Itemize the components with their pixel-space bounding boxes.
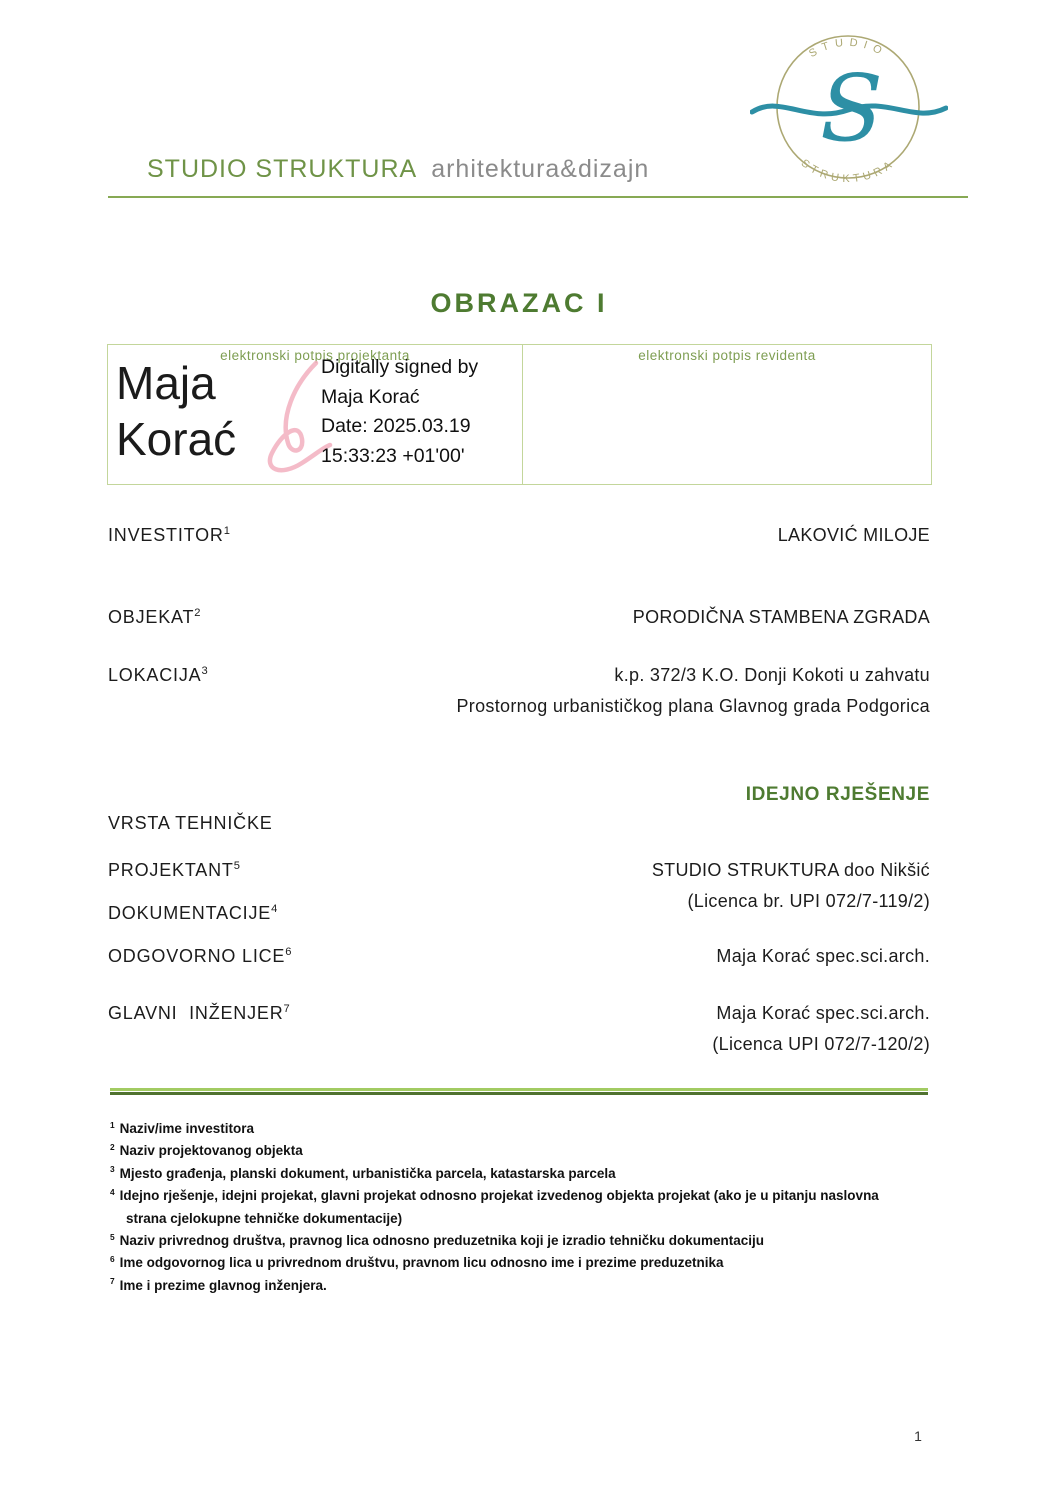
footnote [110,1275,882,1297]
signer-name [116,355,236,467]
label-text: VRSTA TEHNIČKE [108,813,273,833]
footnote-text: Mjesto građenja, planski dokument, urbanistička parcela, katastarska parcela [119,1165,616,1181]
signature-caption-projektant: elektronski potpis projektanta [220,348,410,363]
logo-monogram: S [820,55,884,162]
brand-name: STUDIO STRUKTURA [147,155,418,183]
field-value-odgovorno-lice: Maja Korać spec.sci.arch. [716,946,930,966]
label-text: DOKUMENTACIJE [108,903,272,923]
footnote-number: 2 [110,1141,115,1152]
page-number: 1 [914,1428,922,1444]
footnote-ref: 2 [194,607,202,619]
field-value-vrsta-dokumentacije: IDEJNO RJEŠENJE [745,784,930,805]
field-value-projektant [652,855,930,917]
signature-caption-revident: elektronski potpis revidenta [638,348,816,363]
footnote-number: 1 [110,1119,115,1130]
logo-bottom-text: STRUKTURA [798,157,898,186]
digital-signature-line: 15:33:23 +01'00' [321,444,465,467]
studio-struktura-logo-icon [750,24,948,186]
footnote-number: 3 [110,1164,115,1175]
signature-table [107,344,932,485]
label-text: INVESTITOR [108,525,224,545]
footnote-number: 5 [110,1231,115,1242]
label-text: PROJEKTANT [108,860,234,880]
value-line: (Licenca UPI 072/7-120/2) [712,1034,930,1054]
field-value-lokacija [457,660,931,722]
footnote-number: 6 [110,1253,115,1264]
footnote [110,1140,882,1162]
footnote-ref: 6 [285,946,293,958]
footnote-number: 7 [110,1276,115,1287]
footnote-ref: 4 [271,903,279,915]
header-brand-line [147,155,649,184]
digital-signature-line: Digitally signed by [321,356,479,378]
footnote [110,1185,882,1230]
digital-signature-line: Date: 2025.03.19 [321,415,471,437]
value-line: k.p. 372/3 K.O. Donji Kokoti u zahvatu [614,665,930,685]
field-label-glavni-inzenjer [108,998,291,1028]
footnote-text: Naziv/ime investitora [119,1121,254,1136]
footnote [110,1230,882,1252]
label-text: ODGOVORNO LICE [108,946,286,966]
footnote-ref: 7 [283,1003,291,1015]
field-label-lokacija [108,660,208,690]
value-line: Prostornog urbanističkog plana Glavnog grada Podgorica [456,696,930,716]
footnote-ref: 5 [233,860,241,872]
page-title: OBRAZAC I [430,288,608,318]
signature-cell-projektant [108,345,522,484]
footnote [110,1118,882,1140]
label-text: LOKACIJA [108,665,202,685]
footnote [110,1163,882,1185]
footnote-ref: 3 [201,665,209,677]
field-value-investitor: LAKOVIĆ MILOJE [777,525,930,545]
signature-cell-revident [522,345,931,484]
footnotes [110,1118,882,1297]
field-value-objekat: PORODIČNA STAMBENA ZGRADA [632,607,930,627]
footnote-text: Ime odgovornog lica u privrednom društvu, pravnom licu odnosno ime i prezime preduzetnika [119,1255,724,1271]
digital-signature-details [321,353,521,471]
footnote-number: 4 [110,1186,115,1197]
footnote-ref: 1 [223,525,231,537]
field-label-investitor [108,520,231,550]
footnote [110,1252,882,1274]
value-line: (Licenca br. UPI 072/7-119/2) [687,891,930,911]
signer-name-line2: Korać [116,413,237,465]
brand-tagline: arhitektura&dizajn [431,155,650,183]
digital-signature-line: Maja Korać [321,385,420,408]
footnote-text: Naziv privrednog društva, pravnog lica odnosno preduzetnika koji je izradio tehničku dokumentaciju [119,1233,765,1249]
value-line: Maja Korać spec.sci.arch. [716,1003,930,1023]
header-rule [108,196,968,198]
footnote-text: Idejno rješenje, idejni projekat, glavni projekat odnosno projekat izvedenog objekta projekat (ako je u pitanju naslovna strana cjelokupne tehničke dokumentacije) [119,1188,879,1226]
field-label-odgovorno-lice [108,941,292,971]
footnote-text: Ime i prezime glavnog inženjera. [119,1277,327,1293]
footnote-text: Naziv projektovanog objekta [119,1143,303,1159]
field-label-projektant [108,855,241,885]
signer-name-line1: Maja [116,357,216,409]
logo-top-text: STUDIO [807,36,889,61]
field-label-objekat [108,602,201,632]
value-line: STUDIO STRUKTURA doo Nikšić [651,860,930,880]
label-text-line2 [108,898,278,928]
footnote-divider [110,1088,928,1095]
label-text: OBJEKAT [108,607,195,627]
field-value-glavni-inzenjer [712,998,930,1060]
label-text: GLAVNI INŽENJER [108,1003,284,1023]
